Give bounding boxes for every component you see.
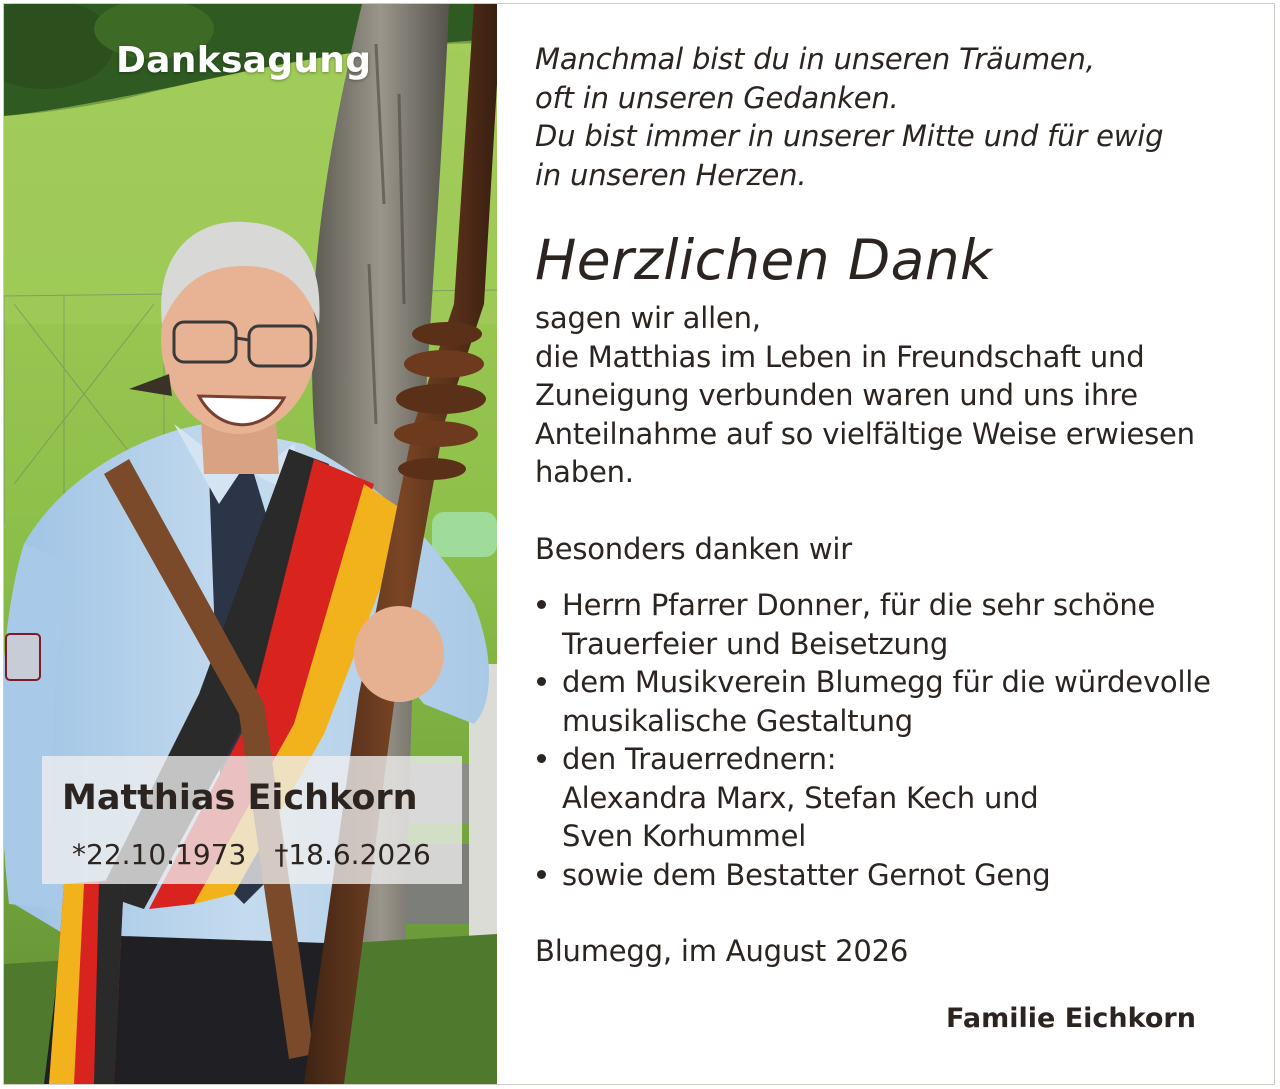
- quote-line: in unseren Herzen.: [535, 157, 807, 192]
- list-item-line: Sven Korhummel: [562, 819, 807, 853]
- intro-line: die Matthias im Leben in Freundschaft und: [535, 339, 1145, 374]
- special-thanks-intro: Besonders danken wir: [535, 531, 852, 566]
- bullet-icon: [537, 870, 546, 879]
- list-item: [535, 663, 1270, 740]
- deceased-name: Matthias Eichkorn: [62, 778, 418, 818]
- list-item-line: Trauerfeier und Beisetzung: [562, 626, 949, 661]
- photo-illustration: [4, 4, 497, 1084]
- list-item: [535, 856, 1270, 895]
- list-item: [535, 740, 1270, 856]
- special-thanks-list: [535, 586, 1270, 894]
- birth-date: *22.10.1973: [72, 838, 247, 871]
- list-item: [535, 586, 1270, 663]
- quote-line: Du bist immer in unserer Mitte und für ewig: [535, 119, 1164, 153]
- memorial-photo: [4, 4, 497, 1084]
- bullet-icon: [537, 677, 546, 686]
- thanks-headline: Herzlichen Dank: [535, 228, 993, 292]
- list-item-line: musikalische Gestaltung: [562, 703, 914, 738]
- quote-line: Manchmal bist du in unseren Träumen,: [535, 42, 1095, 76]
- intro-line: sagen wir allen,: [535, 301, 761, 335]
- memorial-quote: [535, 40, 1270, 194]
- thanks-intro: [535, 299, 1270, 492]
- intro-line: Zuneigung verbunden waren und uns ihre: [535, 378, 1138, 412]
- life-dates: [72, 838, 431, 871]
- list-item-line: Alexandra Marx, Stefan Kech und: [562, 780, 1039, 815]
- notice-heading: Danksagung: [116, 40, 372, 81]
- death-date: †18.6.2026: [274, 838, 431, 871]
- list-item-line: sowie dem Bestatter Gernot Geng: [562, 857, 1051, 892]
- intro-line: haben.: [535, 455, 634, 489]
- list-item-line: Herrn Pfarrer Donner, für die sehr schöne: [562, 588, 1156, 622]
- notice-text: [535, 40, 1270, 971]
- quote-line: oft in unseren Gedanken.: [535, 80, 899, 115]
- signature: Familie Eichkorn: [946, 1003, 1196, 1034]
- bullet-icon: [537, 754, 546, 763]
- intro-line: Anteilnahme auf so vielfältige Weise erwiesen: [535, 416, 1195, 451]
- bullet-icon: [537, 600, 546, 609]
- list-item-line: dem Musikverein Blumegg für die würdevolle: [562, 665, 1211, 699]
- name-plate: [42, 756, 462, 884]
- list-item-line: den Trauerrednern:: [562, 742, 837, 776]
- place-and-date: Blumegg, im August 2026: [535, 934, 909, 968]
